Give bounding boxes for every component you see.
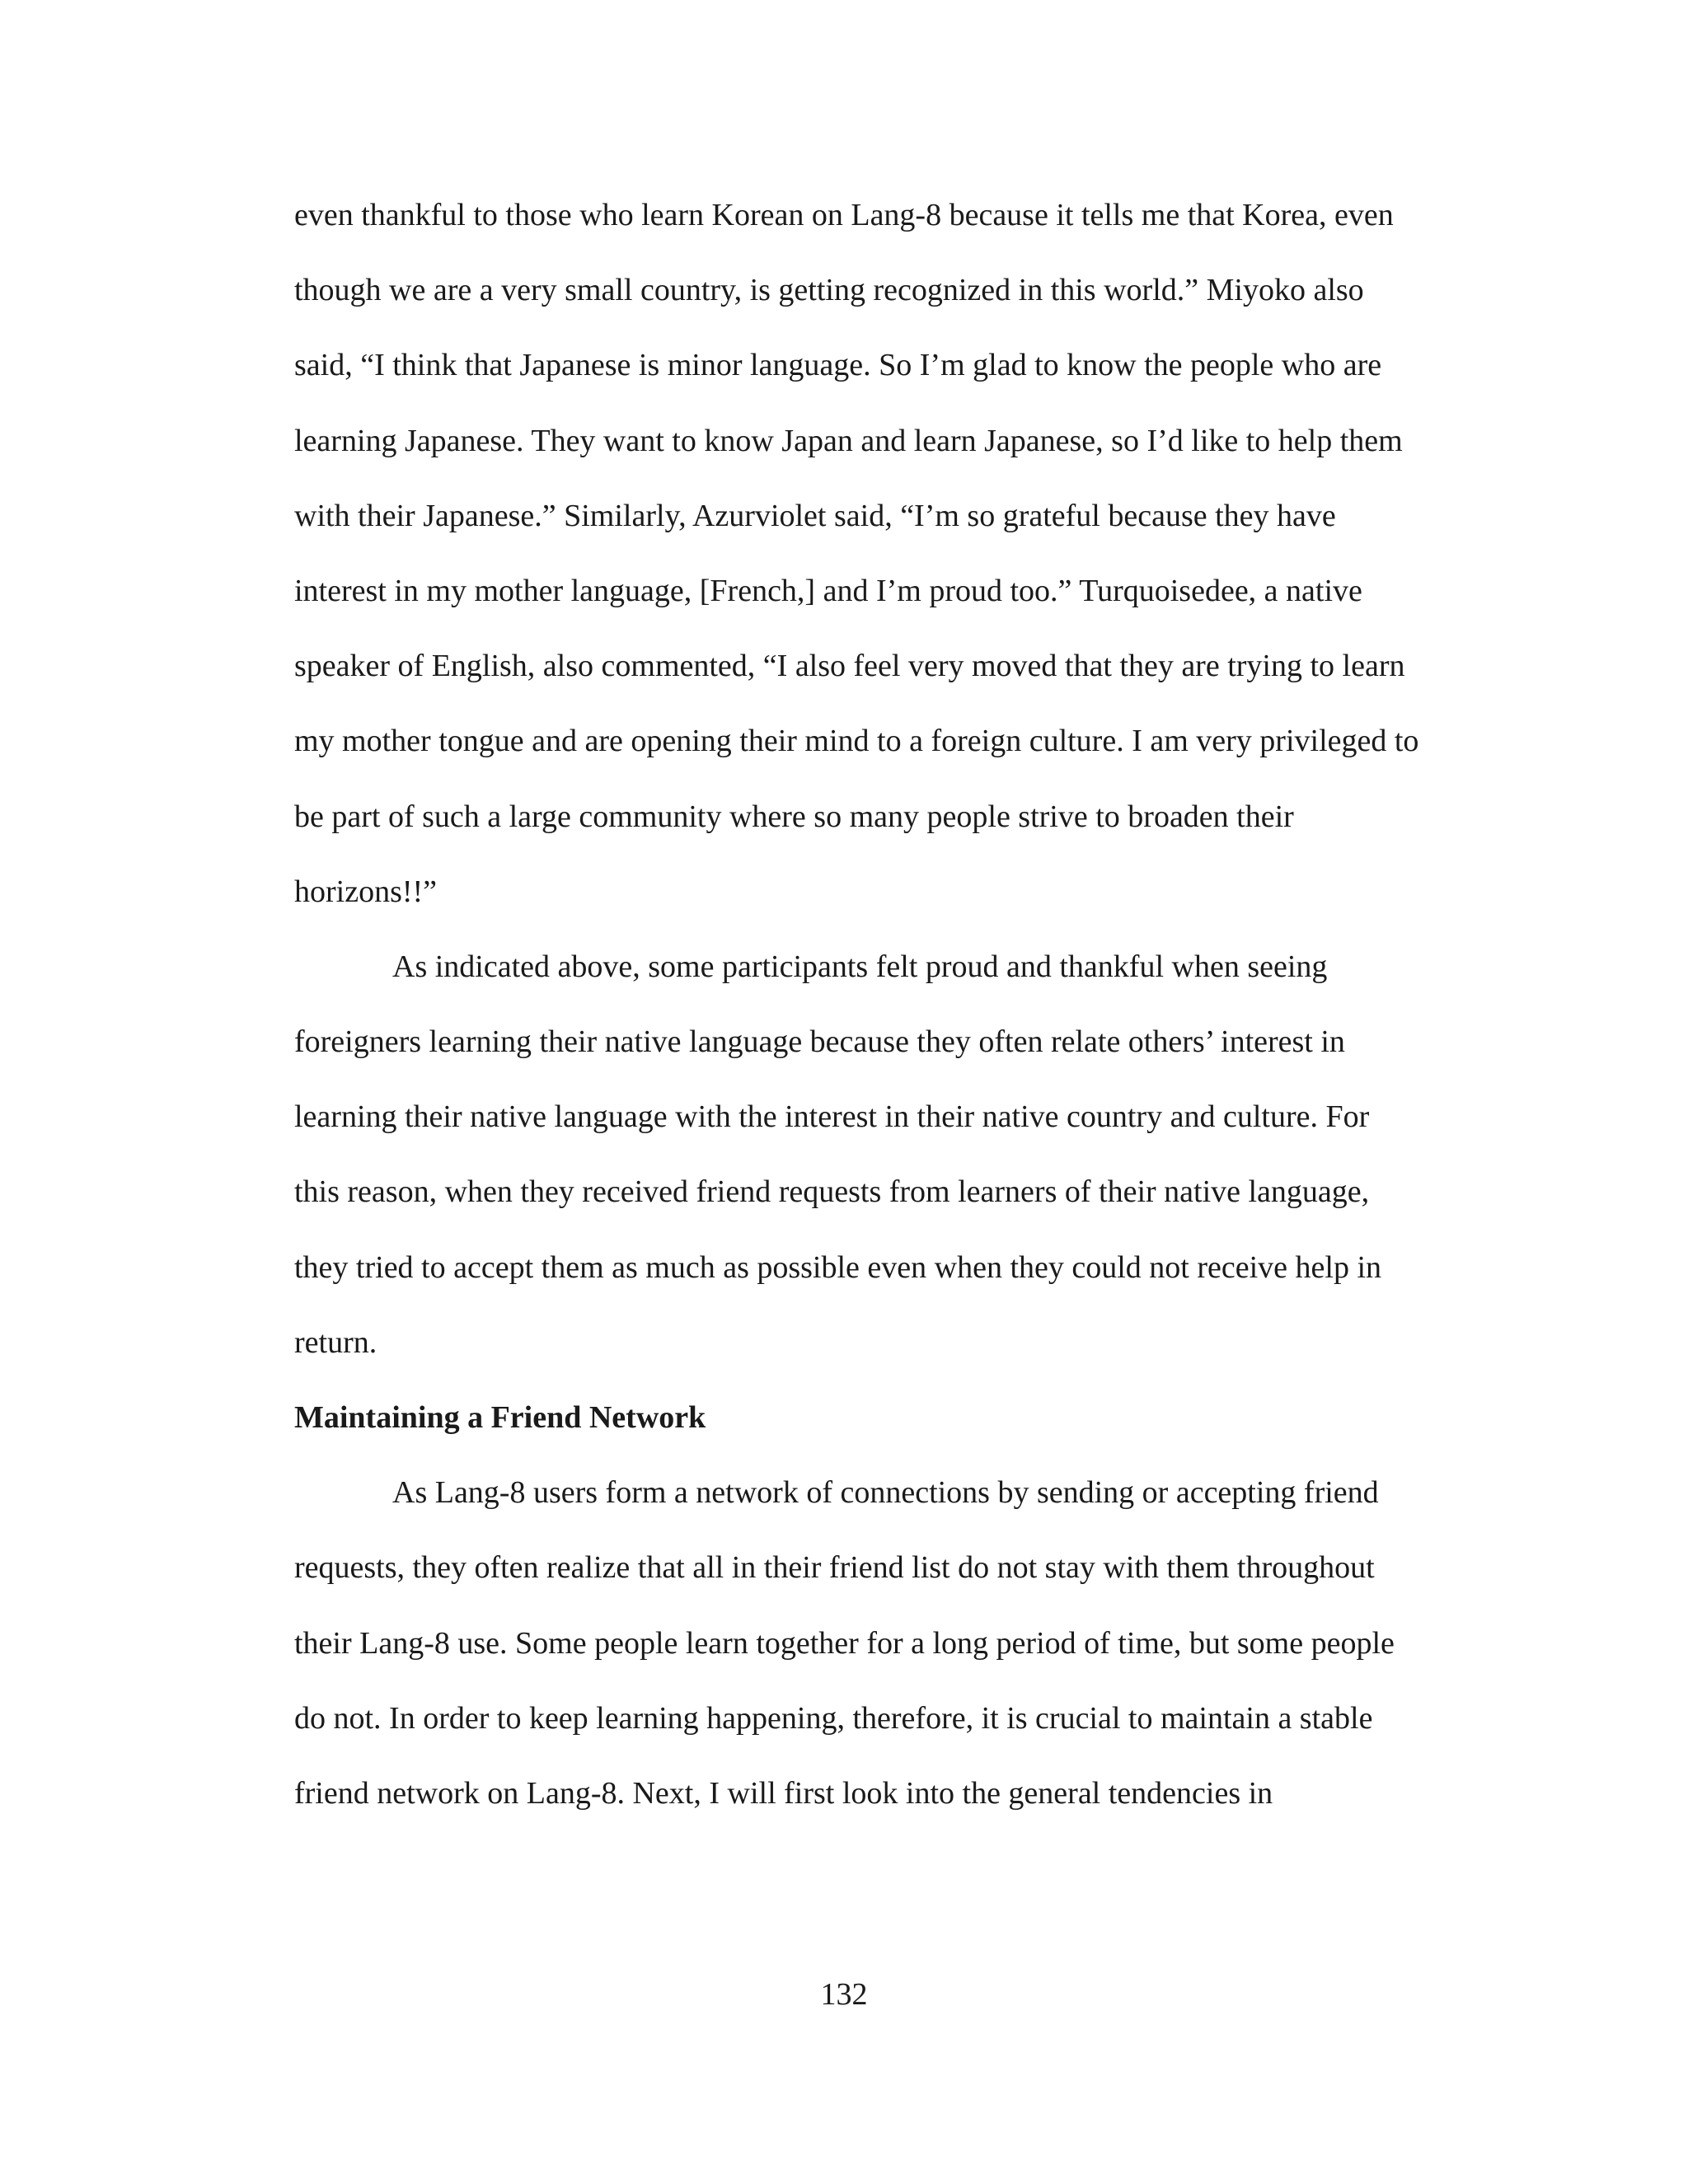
paragraph-line: learning Japanese. They want to know Japan and learn Japanese, so I’d like to help them [294,423,1403,458]
paragraph-line: this reason, when they received friend requests from learners of their native language, [294,1174,1370,1210]
paragraph-line: though we are a very small country, is getting recognized in this world.” Miyoko also [294,273,1364,308]
paragraph-line: do not. In order to keep learning happening, therefore, it is crucial to maintain a stable [294,1700,1373,1736]
body-text [294,178,1481,1831]
paragraph-line: horizons!!” [294,874,438,909]
page-number: 132 [820,1977,868,2012]
paragraph-line: with their Japanese.” Similarly, Azurviolet said, “I’m so grateful because they have [294,498,1336,533]
paragraph-line: be part of such a large community where so many people strive to broaden their [294,799,1294,834]
paragraph-line: requests, they often realize that all in their friend list do not stay with them throughout [294,1550,1375,1586]
paragraph-line: speaker of English, also commented, “I also feel very moved that they are trying to learn [294,649,1405,684]
paragraph-line: their Lang-8 use. Some people learn together for a long period of time, but some people [294,1625,1395,1661]
paragraph-line: even thankful to those who learn Korean on Lang-8 because it tells me that Korea, even [294,198,1394,232]
paragraph-line: As indicated above, some participants felt proud and thankful when seeing [392,949,1328,984]
paragraph-line: As Lang-8 users form a network of connections by sending or accepting friend [392,1475,1379,1511]
paragraph-line: learning their native language with the interest in their native country and culture. For [294,1099,1370,1135]
paragraph-line: interest in my mother language, [French,] and I’m proud too.” Turquoisedee, a native [294,573,1362,608]
section-heading: Maintaining a Friend Network [294,1400,706,1435]
paragraph-line: said, “I think that Japanese is minor language. So I’m glad to know the people who are [294,348,1382,383]
paragraph-line: my mother tongue and are opening their mind to a foreign culture. I am very privileged to [294,724,1419,759]
paragraph-line: foreigners learning their native language because they often relate others’ interest in [294,1024,1345,1060]
paragraph-line: return. [294,1324,377,1360]
paragraph-line: they tried to accept them as much as possible even when they could not receive help in [294,1249,1382,1285]
paragraph-line: friend network on Lang-8. Next, I will first look into the general tendencies in [294,1775,1273,1811]
